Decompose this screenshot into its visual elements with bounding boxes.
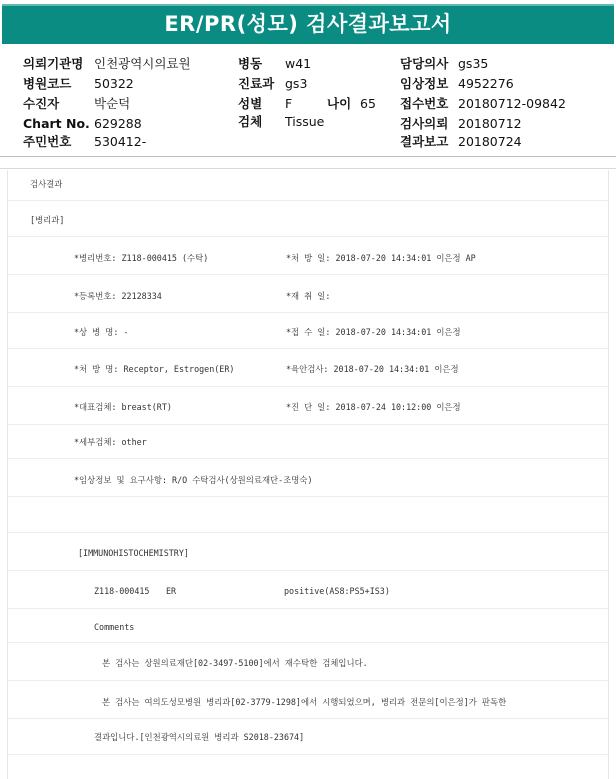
header-divider-2 [0,168,616,169]
order-name: *처 방 명: Receptor, Estrogen(ER) [74,364,235,374]
report-body [7,170,609,779]
pathology-no: *병리번호: Z118-000415 (수탁) [74,253,209,263]
specimen-label: 검체 [238,114,263,129]
request-date-value: 20180712 [458,116,522,131]
row-divider [8,312,608,313]
row-divider [8,608,608,609]
hospital-code-label: 병원코드 [23,76,72,91]
collection-date: *재 취 일: [286,291,331,301]
row-divider [8,458,608,459]
specimen-value: Tissue [285,114,325,129]
age-value: 65 [360,96,376,111]
comment-line-2: 본 검사는 여의도성모병원 병리과[02-3779-1298]에서 시행되었으며, 병리과 전문의[이은정]가 판독한 [102,697,507,707]
receipt-no-value: 20180712-09842 [458,96,566,111]
chart-no-value: 629288 [94,116,142,131]
report-date-label: 결과보고 [400,134,449,149]
report-title: ER/PR(성모) 검사결과보고서 [2,4,614,44]
row-divider [8,236,608,237]
comments-label: Comments [94,622,135,632]
row-divider [8,718,608,719]
comment-line-3: 결과입니다.[인천광역시의료원 병리과 S2018-23674] [94,732,305,742]
resident-no-value: 530412- [94,134,147,149]
row-divider [8,200,608,201]
institution-value: 인천광역시의료원 [94,56,191,71]
detail-specimen: *세부검체: other [74,437,147,447]
clinical-info-label: 임상정보 [400,76,449,91]
ihc-heading: [IMMUNOHISTOCHEMISTRY] [78,548,189,558]
clinical-info-value: 4952276 [458,76,514,91]
ward-value: w41 [285,56,312,71]
row-divider [8,348,608,349]
department-heading: [병리과] [30,215,65,225]
request-date-label: 검사의뢰 [400,116,449,131]
row-divider [8,754,608,755]
comment-line-1: 본 검사는 상원의료재단[02-3497-5100]에서 재수탁한 검체입니다. [102,658,368,668]
doctor-value: gs35 [458,56,489,71]
receipt-no-label: 접수번호 [400,96,449,111]
clinical-requirements: *임상정보 및 요구사항: R/O 수탁검사(상원의료재단-조명숙) [74,475,313,485]
ihc-result: positive(AS8:PS5+IS3) [284,586,390,596]
report-date-value: 20180724 [458,134,522,149]
department-value: gs3 [285,76,308,91]
department-label: 진료과 [238,76,275,91]
chart-no-label: Chart No. [23,116,90,131]
doctor-label: 담당의사 [400,56,449,71]
hospital-code-value: 50322 [94,76,134,91]
ward-label: 병동 [238,56,263,71]
patient-label: 수진자 [23,96,60,111]
ihc-marker: ER [166,586,177,596]
sex-label: 성별 [238,96,263,111]
row-divider [8,424,608,425]
patient-value: 박순덕 [94,96,131,111]
patient-header [0,50,616,168]
institution-label: 의뢰기관명 [23,56,84,71]
ihc-case-id: Z118-000415 [94,586,150,596]
order-date: *처 방 일: 2018-07-20 14:34:01 이은정 AP [286,253,476,263]
age-label: 나이 [327,96,352,111]
receipt-date: *접 수 일: 2018-07-20 14:34:01 이은정 [286,327,461,337]
primary-specimen: *대표검체: breast(RT) [74,402,172,412]
diagnosis-date: *진 단 일: 2018-07-24 10:12:00 이은정 [286,402,461,412]
row-divider [8,496,608,497]
gross-exam-date: *육안검사: 2018-07-20 14:34:01 이은정 [286,364,459,374]
row-divider [8,642,608,643]
row-divider [8,570,608,571]
registration-no: *등록번호: 22128334 [74,291,162,301]
row-divider [8,532,608,533]
section-title: 검사결과 [30,179,63,189]
row-divider [8,386,608,387]
row-divider [8,274,608,275]
resident-no-label: 주민번호 [23,134,72,149]
diagnosis-name: *상 병 명: - [74,327,129,337]
header-divider [0,156,616,157]
row-divider [8,680,608,681]
sex-value: F [285,96,293,111]
